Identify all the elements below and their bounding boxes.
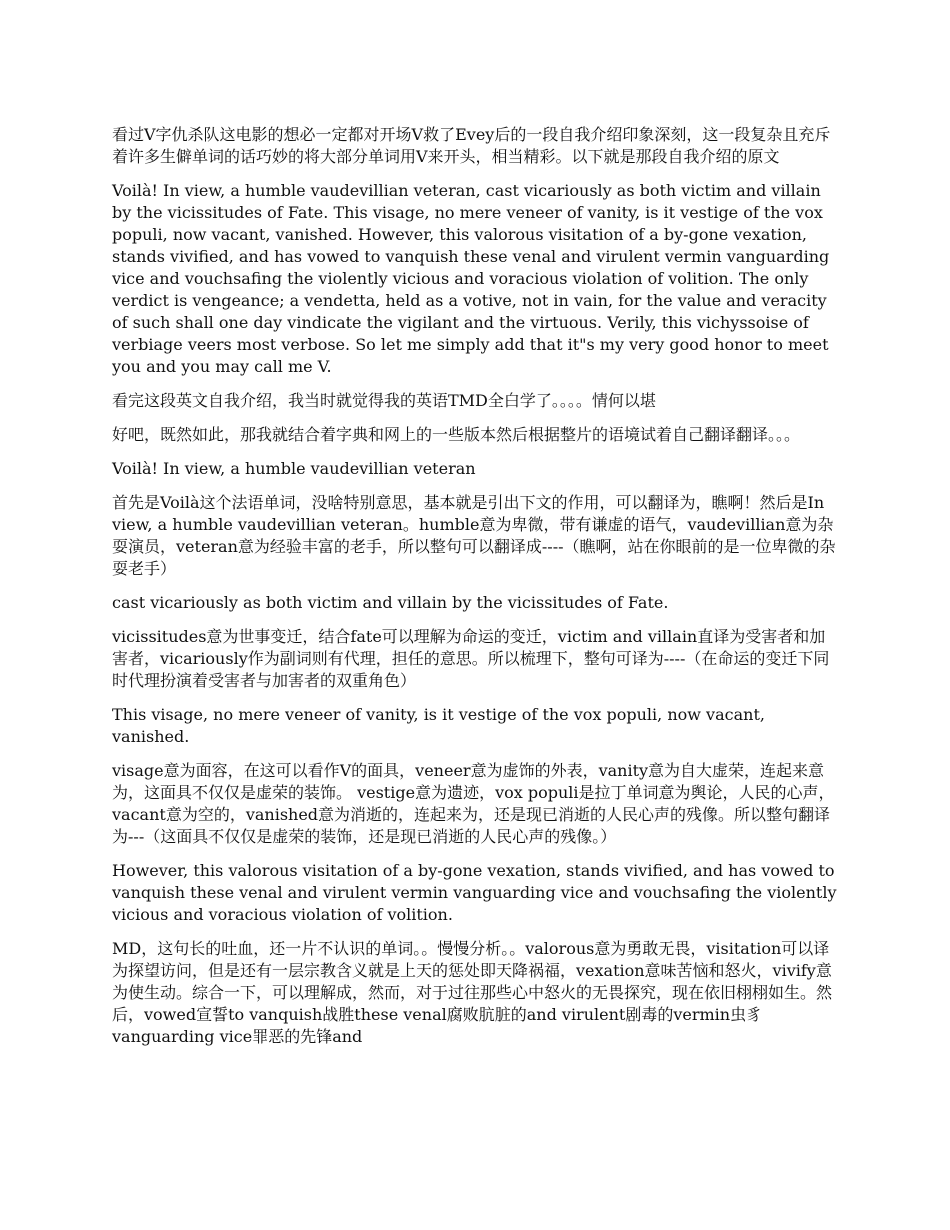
paragraph-explanation-3: visage意为面容，在这可以看作V的面具，veneer意为虚饰的外表，vanity意为自大虚荣，连起来意为，这面具不仅仅是虚荣的装饰。 vestige意为遗迹，vox populi是拉丁单词意为舆论，人民的心声， vacant意为空的，vanished意为消逝的，连起来为，还是现已消逝的人民心声的残像。所以整句翻译为---（这面具不仅仅是虚荣的装饰，还是现已消逝的人民心声的残像。） — [112, 761, 835, 846]
paragraph-reaction: 看完这段英文自我介绍，我当时就觉得我的英语TMD全白学了。。。。情何以堪 — [112, 391, 656, 410]
paragraph-quote-1: Voilà! In view, a humble vaudevillian veteran — [112, 459, 476, 478]
paragraph-quote-4: However, this valorous visitation of a by-gone vexation, stands vivified, and has vowed to vanquish these venal and virulent vermin vanguarding vice and vouchsafing the violently vicious and voracious violation of volition. — [112, 861, 837, 924]
paragraph-intro: 看过V字仇杀队这电影的想必一定都对开场V救了Evey后的一段自我介绍印象深刻，这一段复杂且充斥着许多生僻单词的话巧妙的将大部分单词用V来开头，相当精彩。以下就是那段自我介绍的原文 — [112, 125, 831, 166]
paragraph-explanation-4: MD，这句长的吐血，还一片不认识的单词。。慢慢分析。。valorous意为勇敢无畏，visitation可以译为探望访问，但是还有一层宗教含义就是上天的惩处即天降祸福，vexation意味苦恼和怒火，vivify意为使生动。综合一下，可以理解成，然而，对于过往那些心中怒火的无畏探究，现在依旧栩栩如生。然后，vowed宣誓to vanquish战胜these venal腐败肮脏的and virulent剧毒的vermin虫豸 vanguarding vice罪恶的先锋and — [112, 939, 833, 1046]
document-body — [112, 124, 840, 1060]
paragraph-quote-2: cast vicariously as both victim and villain by the vicissitudes of Fate. — [112, 593, 669, 612]
paragraph-explanation-1: 首先是Voilà这个法语单词，没啥特别意思，基本就是引出下文的作用，可以翻译为，瞧啊！然后是In view, a humble vaudevillian veteran。humble意为卑微，带有谦虚的语气，vaudevillian意为杂耍演员，veteran意为经验丰富的老手，所以整句可以翻译成----（瞧啊，站在你眼前的是一位卑微的杂耍老手） — [112, 493, 836, 578]
paragraph-original-monologue: Voilà! In view, a humble vaudevillian veteran, cast vicariously as both victim and villain by the vicissitudes of Fate. This visage, no mere veneer of vanity, is it vestige of the vox populi, now vacant, vanished. However, this valorous visitation of a by-gone vexation, stands vivified, and has vowed to vanquish these venal and virulent vermin vanguarding vice and vouchsafing the violently vicious and voracious violation of volition. The only verdict is vengeance; a vendetta, held as a votive, not in vain, for the value and veracity of such shall one day vindicate the vigilant and the virtuous. Verily, this vichyssoise of verbiage veers most verbose. So let me simply add that it"s my very good honor to meet you and you may call me V. — [112, 181, 830, 376]
paragraph-translation-intent: 好吧，既然如此，那我就结合着字典和网上的一些版本然后根据整片的语境试着自己翻译翻译。。。 — [112, 425, 801, 444]
paragraph-quote-3: This visage, no mere veneer of vanity, is it vestige of the vox populi, now vacant, vanished. — [112, 705, 765, 746]
paragraph-explanation-2: vicissitudes意为世事变迁，结合fate可以理解为命运的变迁，victim and villain直译为受害者和加害者，vicariously作为副词则有代理，担任的意思。所以梳理下，整句可译为----（在命运的变迁下同时代理扮演着受害者与加害者的双重角色） — [112, 627, 830, 690]
